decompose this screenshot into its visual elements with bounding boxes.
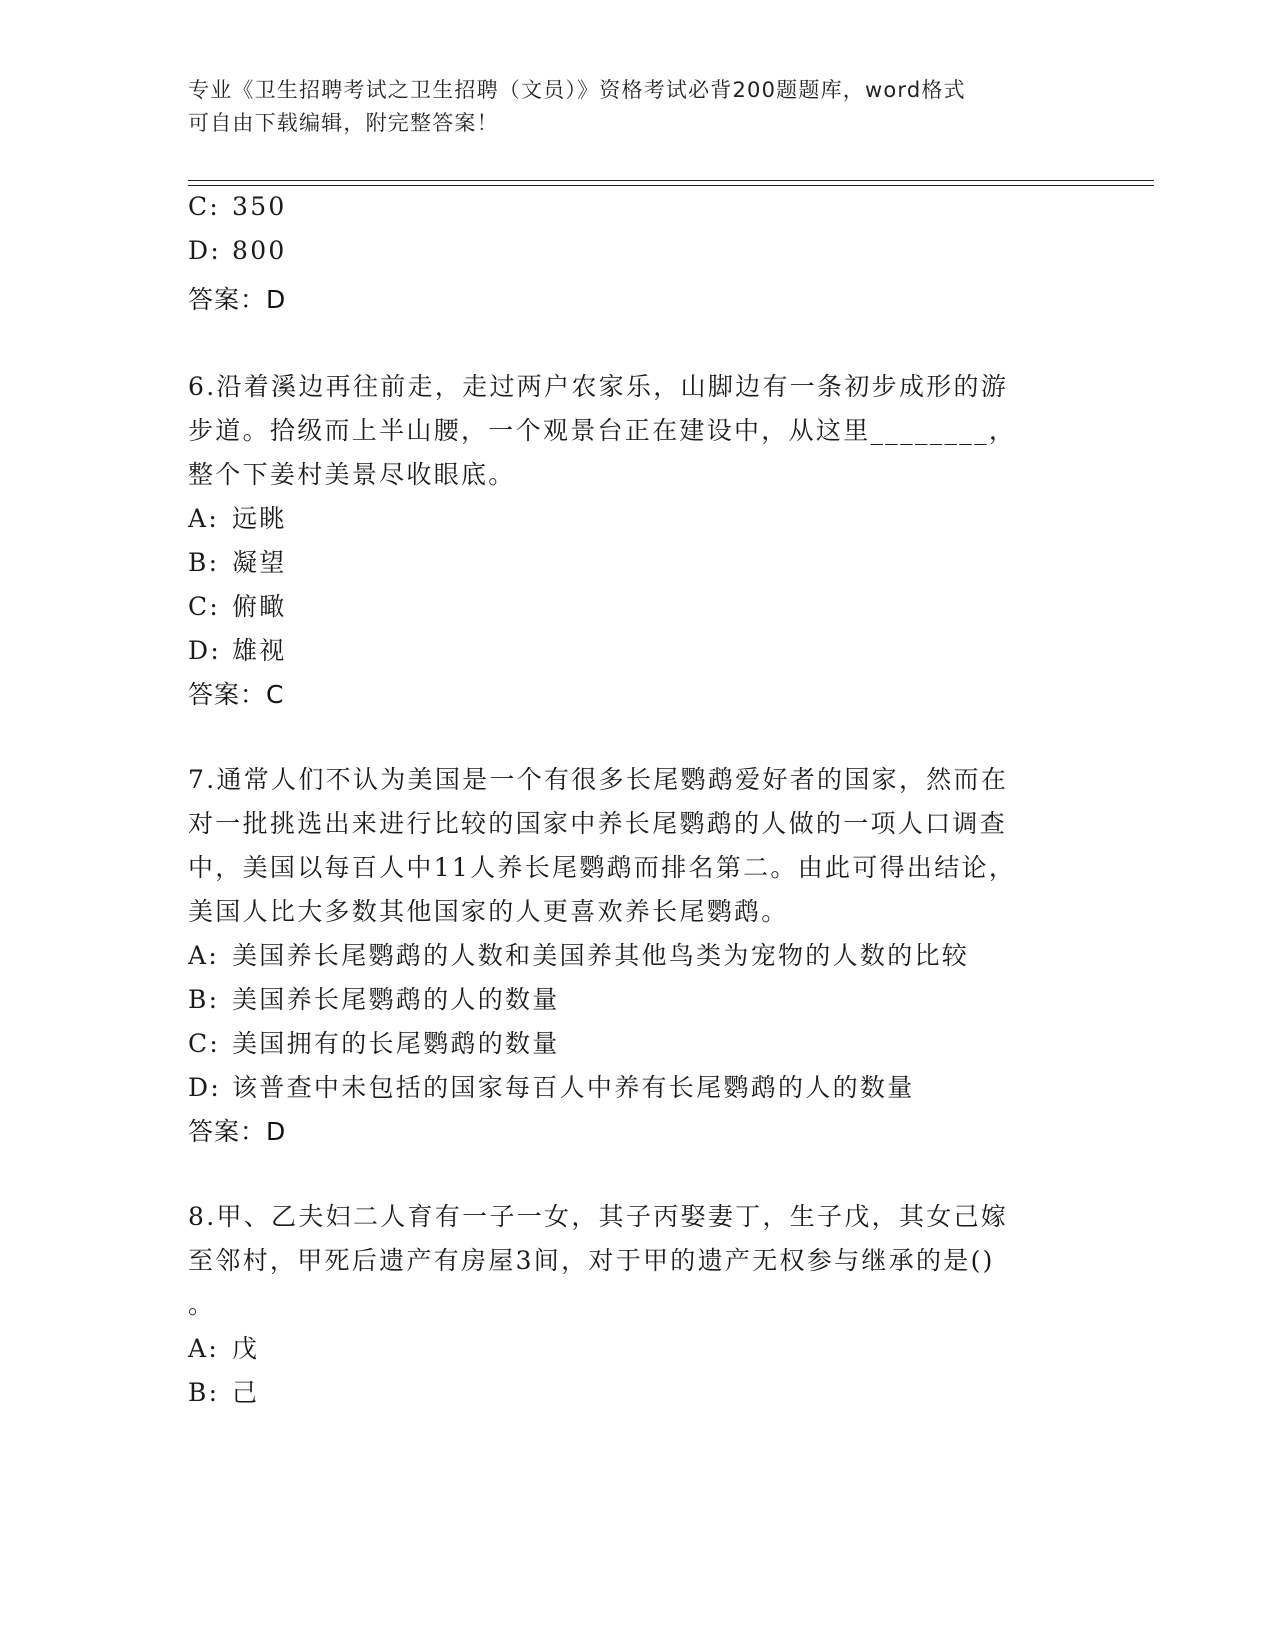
option-text: 戊 (232, 1334, 260, 1363)
option-text: 350 (232, 192, 287, 221)
option-key: A: (188, 1334, 220, 1363)
q7-stem-line-1: 7.通常人们不认为美国是一个有很多长尾鹦鹉爱好者的国家，然而在 (188, 765, 1009, 794)
q7-answer: 答案：D (188, 1117, 287, 1146)
q8-stem-line-1: 8.甲、乙夫妇二人育有一子一女，其子丙娶妻丁，生子戊，其女己嫁 (188, 1202, 1009, 1231)
q6-answer: 答案：C (188, 680, 285, 709)
q7-option-c (188, 1024, 560, 1060)
q6-option-d (188, 631, 287, 667)
q8-stem-line-3: 。 (188, 1290, 216, 1319)
option-text: 该普查中未包括的国家每百人中养有长尾鹦鹉的人的数量 (232, 1073, 915, 1102)
q7-stem-line-3: 中，美国以每百人中11人养长尾鹦鹉而排名第二。由此可得出结论， (188, 853, 1017, 882)
q7-option-b (188, 980, 560, 1016)
q6-option-b (188, 543, 287, 579)
option-key: D: (188, 236, 222, 265)
option-key: B: (188, 1378, 220, 1407)
option-text: 800 (232, 236, 287, 265)
option-text: 远眺 (232, 504, 287, 533)
option-key: B: (188, 985, 220, 1014)
q8-stem-line-2: 至邻村，甲死后遗产有房屋3间，对于甲的遗产无权参与继承的是() (188, 1246, 995, 1275)
option-text: 美国养长尾鹦鹉的人数和美国养其他鸟类为宠物的人数的比较 (232, 941, 970, 970)
option-key: B: (188, 548, 220, 577)
option-text: 凝望 (232, 548, 287, 577)
q6-stem-line-1: 6.沿着溪边再往前走，走过两户农家乐，山脚边有一条初步成形的游 (188, 372, 1009, 401)
q7-option-a (188, 936, 969, 972)
option-text: 己 (232, 1378, 260, 1407)
option-text: 雄视 (232, 636, 287, 665)
q6-stem-line-2: 步道。拾级而上半山腰，一个观景台正在建设中，从这里________， (188, 416, 1017, 445)
q5-option-d (188, 236, 287, 265)
header-line-2: 可自由下载编辑，附完整答案！ (188, 111, 499, 135)
option-text: 美国养长尾鹦鹉的人的数量 (232, 985, 560, 1014)
q7-option-d (188, 1068, 915, 1104)
header-rule-top (188, 180, 1154, 181)
option-key: C: (188, 1029, 221, 1058)
option-key: C: (188, 192, 221, 221)
q7-stem-line-4: 美国人比大多数其他国家的人更喜欢养长尾鹦鹉。 (188, 897, 789, 926)
q8-option-a (188, 1329, 259, 1365)
option-key: A: (188, 504, 220, 533)
q6-stem-line-3: 整个下姜村美景尽收眼底。 (188, 460, 516, 489)
q6-option-a (188, 499, 287, 535)
q8-option-b (188, 1373, 259, 1409)
option-key: D: (188, 636, 222, 665)
option-key: A: (188, 941, 220, 970)
q5-answer: 答案：D (188, 285, 287, 314)
option-key: D: (188, 1073, 222, 1102)
header-rule-bottom (188, 185, 1154, 186)
header-line-1: 专业《卫生招聘考试之卫生招聘（文员）》资格考试必背200题题库，word格式 (188, 78, 966, 102)
document-header (188, 74, 1088, 140)
q6-option-c (188, 587, 287, 623)
option-key: C: (188, 592, 221, 621)
option-text: 俯瞰 (232, 592, 287, 621)
option-text: 美国拥有的长尾鹦鹉的数量 (232, 1029, 560, 1058)
q5-option-c (188, 192, 287, 221)
q7-stem-line-2: 对一批挑选出来进行比较的国家中养长尾鹦鹉的人做的一项人口调查 (188, 809, 1008, 838)
